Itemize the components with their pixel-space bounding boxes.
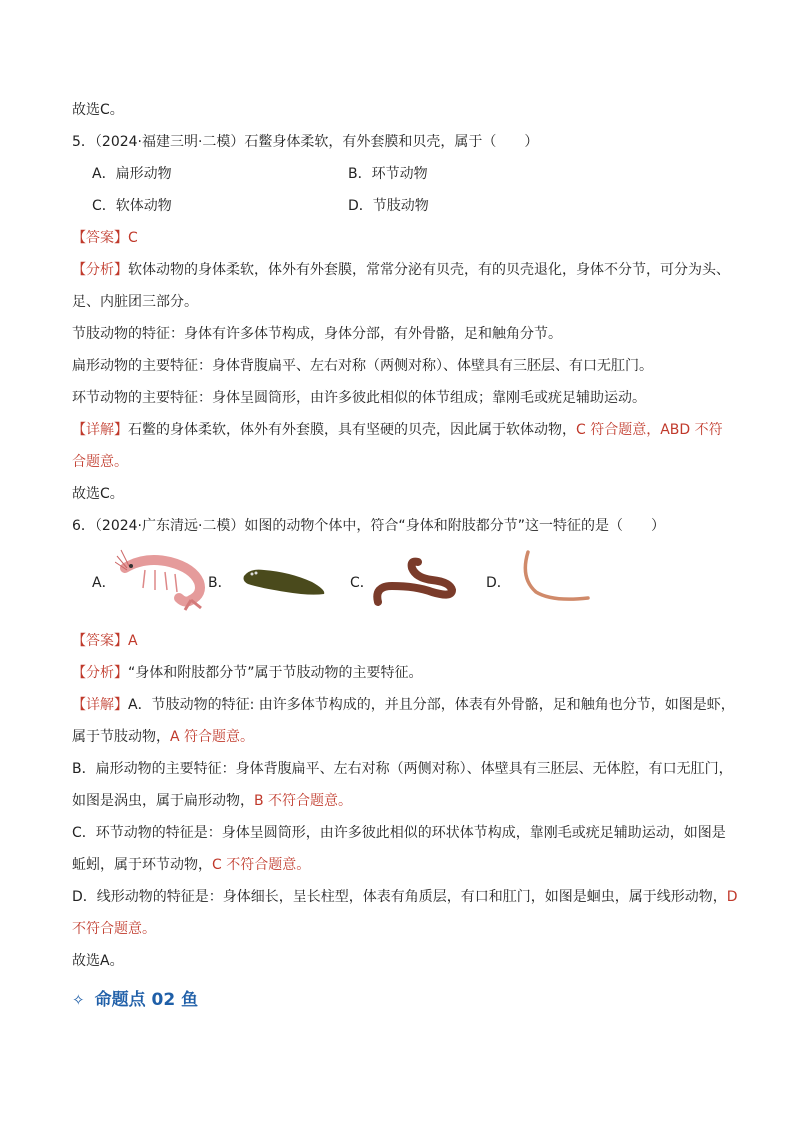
- q5-answer: [72, 228, 138, 248]
- analysis-tag: 【分析】: [72, 665, 128, 681]
- sparkle-icon: ✧: [72, 991, 85, 1009]
- detail-text: 属于节肢动物，: [72, 729, 170, 745]
- detail-text: 石鳖的身体柔软，体外有外套膜，具有坚硬的贝壳，因此属于软体动物，: [128, 422, 576, 438]
- q6-detail-line5: C．环节动物的特征是：身体呈圆筒形，由许多彼此相似的环状体节构成，靠刚毛或疣足辅助运动，如图是: [72, 825, 726, 841]
- q6-detail-line2: [72, 727, 254, 747]
- section-heading: [72, 985, 198, 1010]
- shrimp-image: [115, 548, 210, 616]
- q5-analysis-line4: 扁形动物的主要特征：身体背腹扁平、左右对称（两侧对称）、体壁具有三胚层、有口无肛门。: [72, 358, 653, 374]
- q6-conclusion: 故选A。: [72, 953, 124, 969]
- q6-detail-line6: [72, 855, 310, 875]
- q5-analysis-line3: 节肢动物的特征：身体有许多体节构成，身体分部，有外骨骼，足和触角分节。: [72, 326, 562, 342]
- q5-option-a: A．扁形动物: [92, 166, 172, 182]
- detail-text: D．线形动物的特征是：身体细长，呈长柱型，体表有角质层，有口和肛门，如图是蛔虫，属于线形动物，: [72, 889, 727, 905]
- detail-highlight: B 不符合题意。: [254, 793, 353, 809]
- q5-analysis-line5: 环节动物的主要特征：身体呈圆筒形，由许多彼此相似的体节组成；靠刚毛或疣足辅助运动。: [72, 390, 646, 406]
- detail-highlight: A 符合题意。: [170, 729, 255, 745]
- detail-text: A．节肢动物的特征: 由许多体节构成的，并且分部，体表有外骨骼，足和触角也分节，如图是虾，: [128, 697, 735, 713]
- answer-tag: 【答案】: [72, 633, 128, 649]
- analysis-text: 软体动物的身体柔软，体外有外套膜，常常分泌有贝壳，有的贝壳退化，身体不分节，可分为头、: [128, 262, 730, 278]
- detail-tag: 【详解】: [72, 422, 128, 438]
- detail-text: 蚯蚓，属于环节动物，: [72, 857, 212, 873]
- q6-detail-line3: B．扁形动物的主要特征：身体背腹扁平、左右对称（两侧对称）、体壁具有三胚层、无体腔，有口无肛门，: [72, 761, 733, 777]
- analysis-tag: 【分析】: [72, 262, 128, 278]
- q5-detail-line1: [72, 420, 723, 440]
- analysis-text: “身体和附肢都分节”属于节肢动物的主要特征。: [128, 665, 423, 681]
- answer-tag: 【答案】: [72, 230, 128, 246]
- roundworm-image: [518, 548, 593, 606]
- answer-value: C: [128, 230, 138, 246]
- detail-highlight: C 符合题意，ABD 不符: [576, 422, 723, 438]
- q5-analysis-line1: [72, 260, 730, 280]
- q6-img-label-c: C．: [350, 575, 374, 591]
- q6-detail-line1: [72, 695, 735, 715]
- q6-detail-line8: 不符合题意。: [72, 921, 156, 937]
- q4-conclusion: 故选C。: [72, 102, 124, 118]
- detail-text: 如图是涡虫，属于扁形动物，: [72, 793, 254, 809]
- q5-conclusion: 故选C。: [72, 486, 124, 502]
- q6-img-label-d: D．: [486, 575, 511, 591]
- detail-highlight: C 不符合题意。: [212, 857, 311, 873]
- q5-option-b: B．环节动物: [348, 166, 428, 182]
- q6-detail-line4: [72, 791, 352, 811]
- q5-detail-line2: 合题意。: [72, 454, 128, 470]
- q6-img-label-b: B．: [208, 575, 232, 591]
- detail-highlight: D: [726, 889, 738, 905]
- section-title: 命题点 02 鱼: [94, 990, 199, 1010]
- q6-stem: 6．（2024·广东清远·二模）如图的动物个体中，符合“身体和附肢都分节”这一特征的是（ ）: [72, 518, 665, 534]
- earthworm-image: [372, 556, 457, 612]
- answer-value: A: [128, 633, 138, 649]
- q5-option-c: C．软体动物: [92, 198, 172, 214]
- q6-img-label-a: A．: [92, 575, 116, 591]
- q6-answer: [72, 631, 138, 651]
- flatworm-image: [240, 562, 330, 602]
- q5-option-d: D．节肢动物: [348, 198, 429, 214]
- q6-detail-line7: [72, 887, 738, 907]
- q5-stem: 5．（2024·福建三明·二模）石鳖身体柔软，有外套膜和贝壳，属于（ ）: [72, 134, 539, 150]
- q6-analysis: [72, 663, 423, 683]
- detail-tag: 【详解】: [72, 697, 128, 713]
- q5-analysis-line2: 足、内脏团三部分。: [72, 294, 198, 310]
